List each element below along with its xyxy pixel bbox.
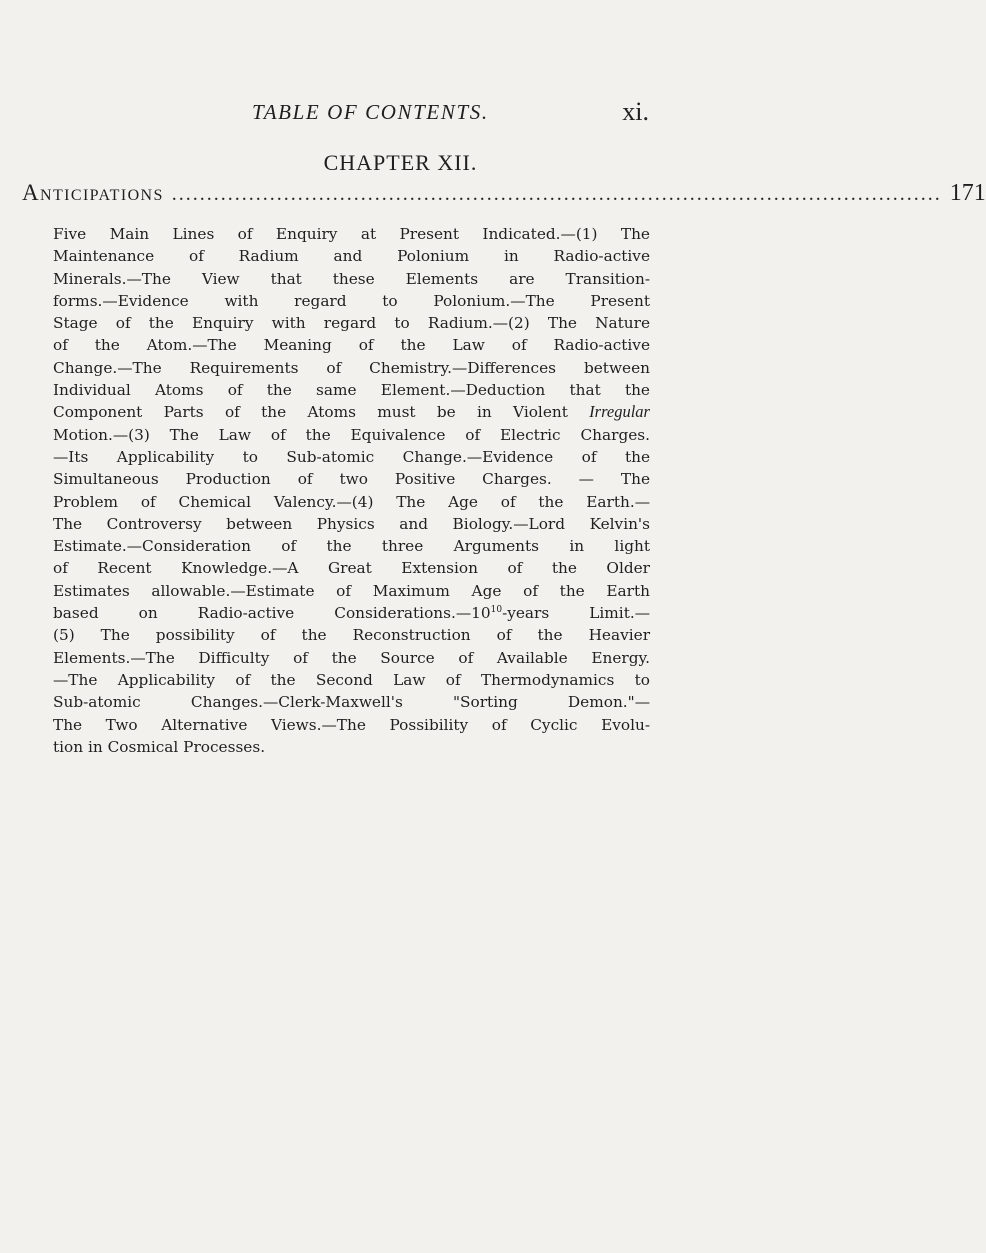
synopsis-line: Sub-atomic Changes.—Clerk-Maxwell's "Sorting Demon."—: [53, 693, 650, 712]
toc-entry-title: Anticipations: [22, 180, 164, 205]
toc-dot-leader: ..............................................................................................................: [171, 183, 942, 205]
italic-word: Irregular: [589, 402, 650, 422]
synopsis-line: Change.—The Requirements of Chemistry.—Differences between: [53, 358, 650, 377]
synopsis-line: of the Atom.—The Meaning of the Law of Radio-active: [53, 336, 650, 355]
synopsis-line: —Its Applicability to Sub-atomic Change.—Evidence of the: [53, 447, 650, 466]
exponent-tail: -years Limit.—: [502, 604, 650, 623]
synopsis-line-with-exponent: [53, 602, 650, 624]
exponent-base: 10: [471, 604, 491, 623]
page-folio: xi.: [622, 97, 649, 126]
synopsis-line-with-italic: [53, 401, 650, 423]
chapter-synopsis: [53, 223, 650, 758]
synopsis-line: Elements.—The Difficulty of the Source of Available Energy.: [53, 648, 650, 667]
synopsis-line-text: Component Parts of the Atoms must be in Violent: [53, 403, 568, 422]
synopsis-line: forms.—Evidence with regard to Polonium.—The Present: [53, 291, 650, 310]
synopsis-line: Minerals.—The View that these Elements are Transition-: [53, 269, 650, 288]
toc-entry[interactable]: [22, 180, 986, 212]
synopsis-line: tion in Cosmical Processes.: [53, 737, 266, 756]
exponent: 10: [490, 605, 503, 616]
synopsis-line: Motion.—(3) The Law of the Equivalence of Electric Charges.: [53, 425, 650, 444]
running-header: [22, 97, 649, 130]
synopsis-line: Estimate.—Consideration of the three Arguments in light: [53, 537, 650, 556]
toc-page-number: 171: [949, 180, 986, 206]
synopsis-line: The Two Alternative Views.—The Possibility of Cyclic Evolu-: [53, 715, 650, 734]
synopsis-line: Individual Atoms of the same Element.—Deduction that the: [53, 381, 650, 400]
synopsis-line: (5) The possibility of the Reconstruction of the Heavier: [53, 626, 650, 645]
synopsis-line: of Recent Knowledge.—A Great Extension of the Older: [53, 559, 650, 578]
synopsis-line-text: based on Radio-active Considerations.—: [53, 604, 472, 623]
running-title: TABLE OF CONTENTS.: [252, 100, 489, 124]
chapter-heading: CHAPTER XII.: [323, 150, 478, 175]
synopsis-line: Five Main Lines of Enquiry at Present Indicated.—(1) The: [53, 225, 650, 243]
synopsis-line: Stage of the Enquiry with regard to Radium.—(2) The Nature: [53, 314, 650, 333]
synopsis-line: The Controversy between Physics and Biology.—Lord Kelvin's: [53, 514, 650, 533]
synopsis-line: Maintenance of Radium and Polonium in Radio-active: [53, 247, 650, 266]
synopsis-line: —The Applicability of the Second Law of Thermodynamics to: [53, 670, 650, 689]
synopsis-line: Problem of Chemical Valency.—(4) The Age of the Earth.—: [53, 492, 650, 511]
synopsis-line: Estimates allowable.—Estimate of Maximum Age of the Earth: [53, 581, 650, 600]
synopsis-line: Simultaneous Production of two Positive Charges. — The: [53, 470, 650, 489]
